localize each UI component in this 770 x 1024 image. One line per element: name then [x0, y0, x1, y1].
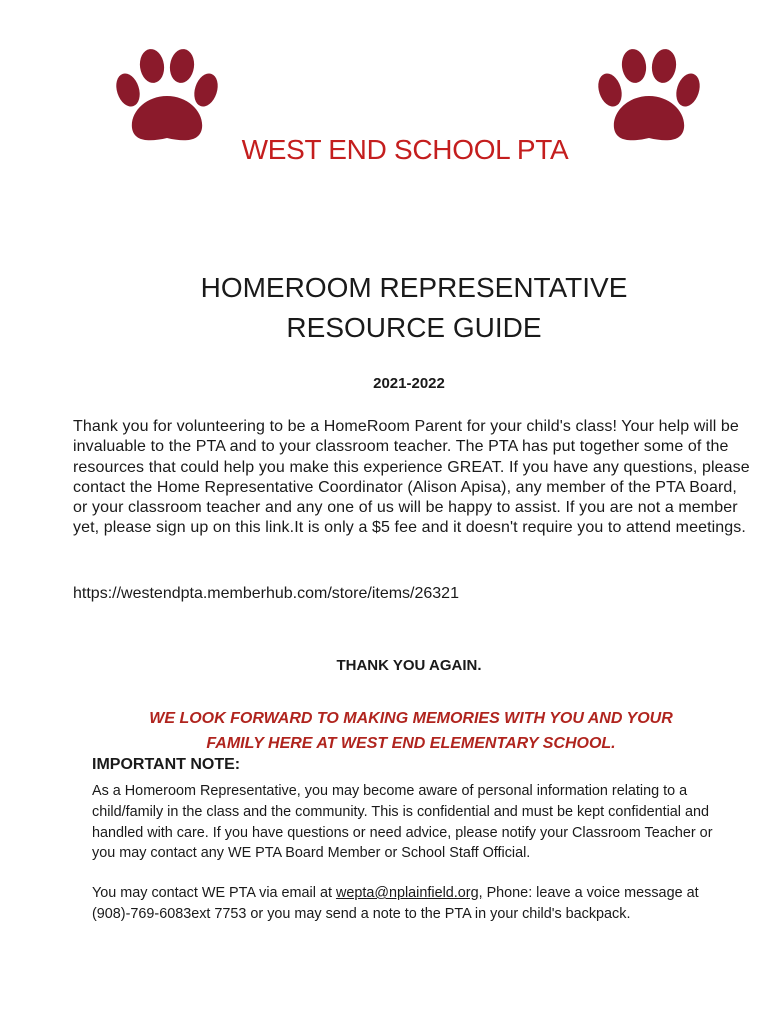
important-note-heading: IMPORTANT NOTE:: [92, 756, 241, 773]
memories-line-2: FAMILY HERE AT WEST END ELEMENTARY SCHOOL.: [206, 735, 616, 752]
school-year: 2021-2022: [373, 375, 445, 392]
guide-title-line-2: RESOURCE GUIDE: [286, 312, 542, 343]
contact-suffix: Phone: leave a voice message at (908)-769-6083ext 7753 or you may send a note to the PTA in your child's backpack.: [92, 885, 699, 922]
intro-paragraph: Thank you for volunteering to be a HomeRoom Parent for your child's class! Your help will be invaluable to the PTA and to your classroom teacher. The PTA has put together some of the resources that could help you make this experience GREAT. If you have any questions, please contact the Home Representative Coordinator (Alison Apisa), any member of the PTA Board, or your classroom teacher and any one of us will be happy to assist. If you are not a member yet, please sign up on this link.It is only a $5 fee and it doesn't require you to attend meetings.: [73, 418, 750, 537]
thank-you-heading: THANK YOU AGAIN.: [336, 657, 482, 674]
school-title: WEST END SCHOOL PTA: [241, 134, 569, 165]
email-link[interactable]: wepta@nplainfield.org,: [335, 885, 483, 901]
guide-title: [0, 268, 770, 348]
paw-print-icon: [594, 46, 704, 146]
guide-title-line-1: HOMEROOM REPRESENTATIVE: [200, 272, 628, 303]
paw-print-icon: [112, 46, 222, 146]
contact-prefix: You may contact WE PTA via email at: [92, 885, 336, 901]
memories-line-1: WE LOOK FORWARD TO MAKING MEMORIES WITH YOU AND YOUR: [149, 710, 673, 727]
membership-link[interactable]: https://westendpta.memberhub.com/store/items/26321: [73, 585, 459, 602]
important-note-body: As a Homeroom Representative, you may become aware of personal information relating to a child/family in the class and the community. This is confidential and must be kept confidential and handled with care. If you have questions or need advice, please notify your Classroom Teacher or you may contact any WE PTA Board Member or School Staff Official.: [92, 783, 713, 862]
memories-message: [0, 706, 770, 756]
contact-paragraph: [92, 883, 742, 925]
